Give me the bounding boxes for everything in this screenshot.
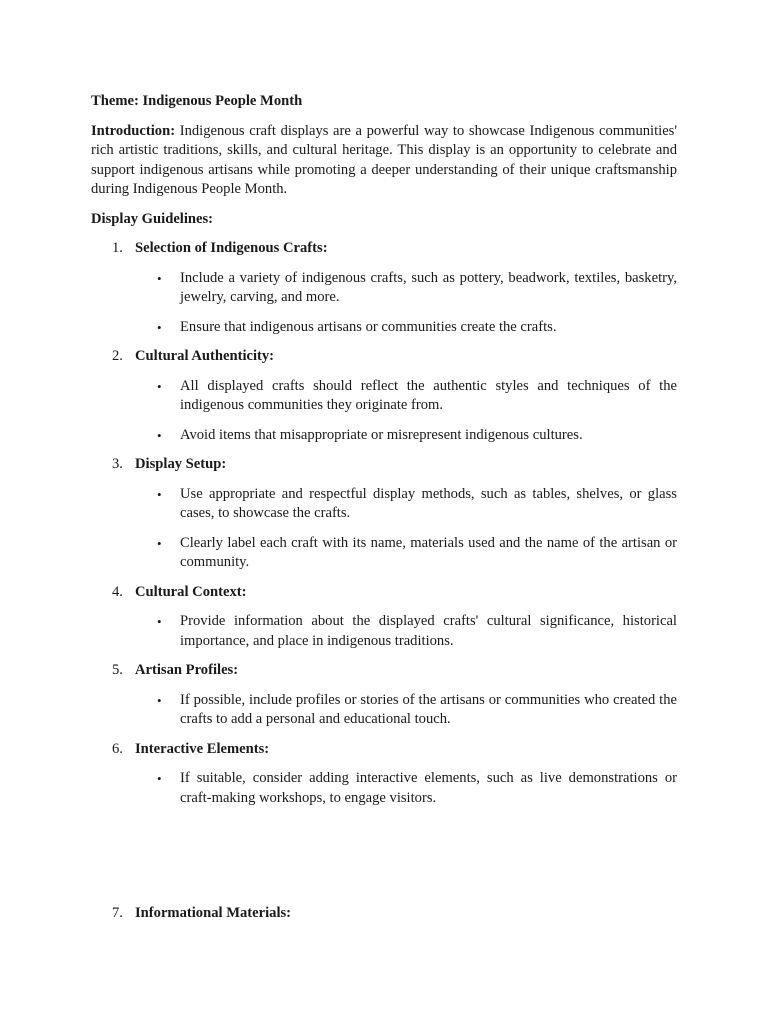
section-title: Cultural Context: [135,583,247,600]
guideline-section [91,740,677,809]
section-title: Informational Materials: [135,905,292,921]
guideline-section [91,583,677,652]
bullet-item [91,691,677,730]
bullet-icon: • [157,378,162,394]
section-title: Display Setup: [135,456,227,472]
guideline-section-heading [91,583,677,603]
bullet-list [91,691,677,730]
bullet-icon: • [157,319,162,335]
bullet-icon: • [157,771,162,786]
guideline-section [91,904,677,924]
bullet-item [91,534,677,573]
page-gap [91,818,677,904]
section-title: Selection of Indigenous Crafts: [135,240,328,256]
guideline-section-heading [91,661,677,681]
bullet-text: Include a variety of indigenous crafts, such as pottery, beadwork, textiles, basketry, jewelry, carving, and more. [180,269,677,305]
bullet-text: All displayed crafts should reflect the authentic styles and techniques of the indigenous communities they originate from. [180,377,677,413]
section-number: 3. [112,456,123,472]
bullet-text: Use appropriate and respectful display methods, such as tables, shelves, or glass cases, to showcase the crafts. [180,485,677,521]
guideline-section-heading [91,740,677,760]
bullet-item [91,426,677,446]
guideline-section [91,661,677,730]
section-title: Interactive Elements: [135,740,270,757]
section-number: 2. [112,348,123,364]
bullet-text: Clearly label each craft with its name, materials used and the name of the artisan or community. [180,534,677,570]
bullet-item [91,485,677,524]
bullet-item [91,769,677,808]
guideline-section [91,347,677,445]
introduction-text: Indigenous craft displays are a powerful way to showcase Indigenous communities' rich artistic traditions, skills, and cultural heritage. This display is an opportunity to celebrate and support indigenous artisans while promoting a deeper understanding of their unique craftsmanship during Indigenous People Month. [91,122,677,197]
display-guidelines-heading: Display Guidelines: [91,210,214,227]
bullet-list [91,485,677,573]
guideline-section [91,455,677,573]
bullet-icon: • [157,486,162,502]
bullet-text: Provide information about the displayed crafts' cultural significance, historical importance, and place in indigenous traditions. [180,613,677,649]
bullet-list [91,377,677,446]
guideline-section [91,239,677,337]
section-number: 6. [112,740,123,757]
section-number: 1. [112,240,123,256]
bullet-icon: • [157,270,162,286]
introduction-paragraph [91,122,677,200]
section-number: 7. [112,905,123,921]
bullet-icon: • [157,614,162,629]
section-title: Cultural Authenticity: [135,348,275,364]
document-theme-heading: Theme: Indigenous People Month [91,93,303,109]
bullet-item [91,612,677,651]
bullet-list [91,769,677,808]
guideline-section-heading [91,347,677,367]
bullet-item [91,318,677,338]
bullet-icon: • [157,692,162,708]
introduction-label: Introduction: [91,122,176,139]
bullet-item [91,269,677,308]
section-number: 5. [112,662,123,678]
bullet-list [91,269,677,338]
bullet-text: If suitable, consider adding interactive elements, such as live demonstrations or craft-making workshops, to engage visitors. [180,770,677,806]
bullet-icon: • [157,427,162,443]
bullet-item [91,377,677,416]
bullet-text: Avoid items that misappropriate or misrepresent indigenous cultures. [180,426,583,443]
guideline-section-heading [91,455,677,475]
section-number: 4. [112,583,123,600]
guideline-section-heading [91,904,677,924]
section-title: Artisan Profiles: [135,662,239,678]
guidelines-list [91,239,677,924]
bullet-icon: • [157,535,162,551]
bullet-list [91,612,677,651]
bullet-text: If possible, include profiles or stories of the artisans or communities who created the crafts to add a personal and educational touch. [180,691,677,727]
guideline-section-heading [91,239,677,259]
document-page [91,92,677,934]
bullet-text: Ensure that indigenous artisans or communities create the crafts. [180,318,557,335]
